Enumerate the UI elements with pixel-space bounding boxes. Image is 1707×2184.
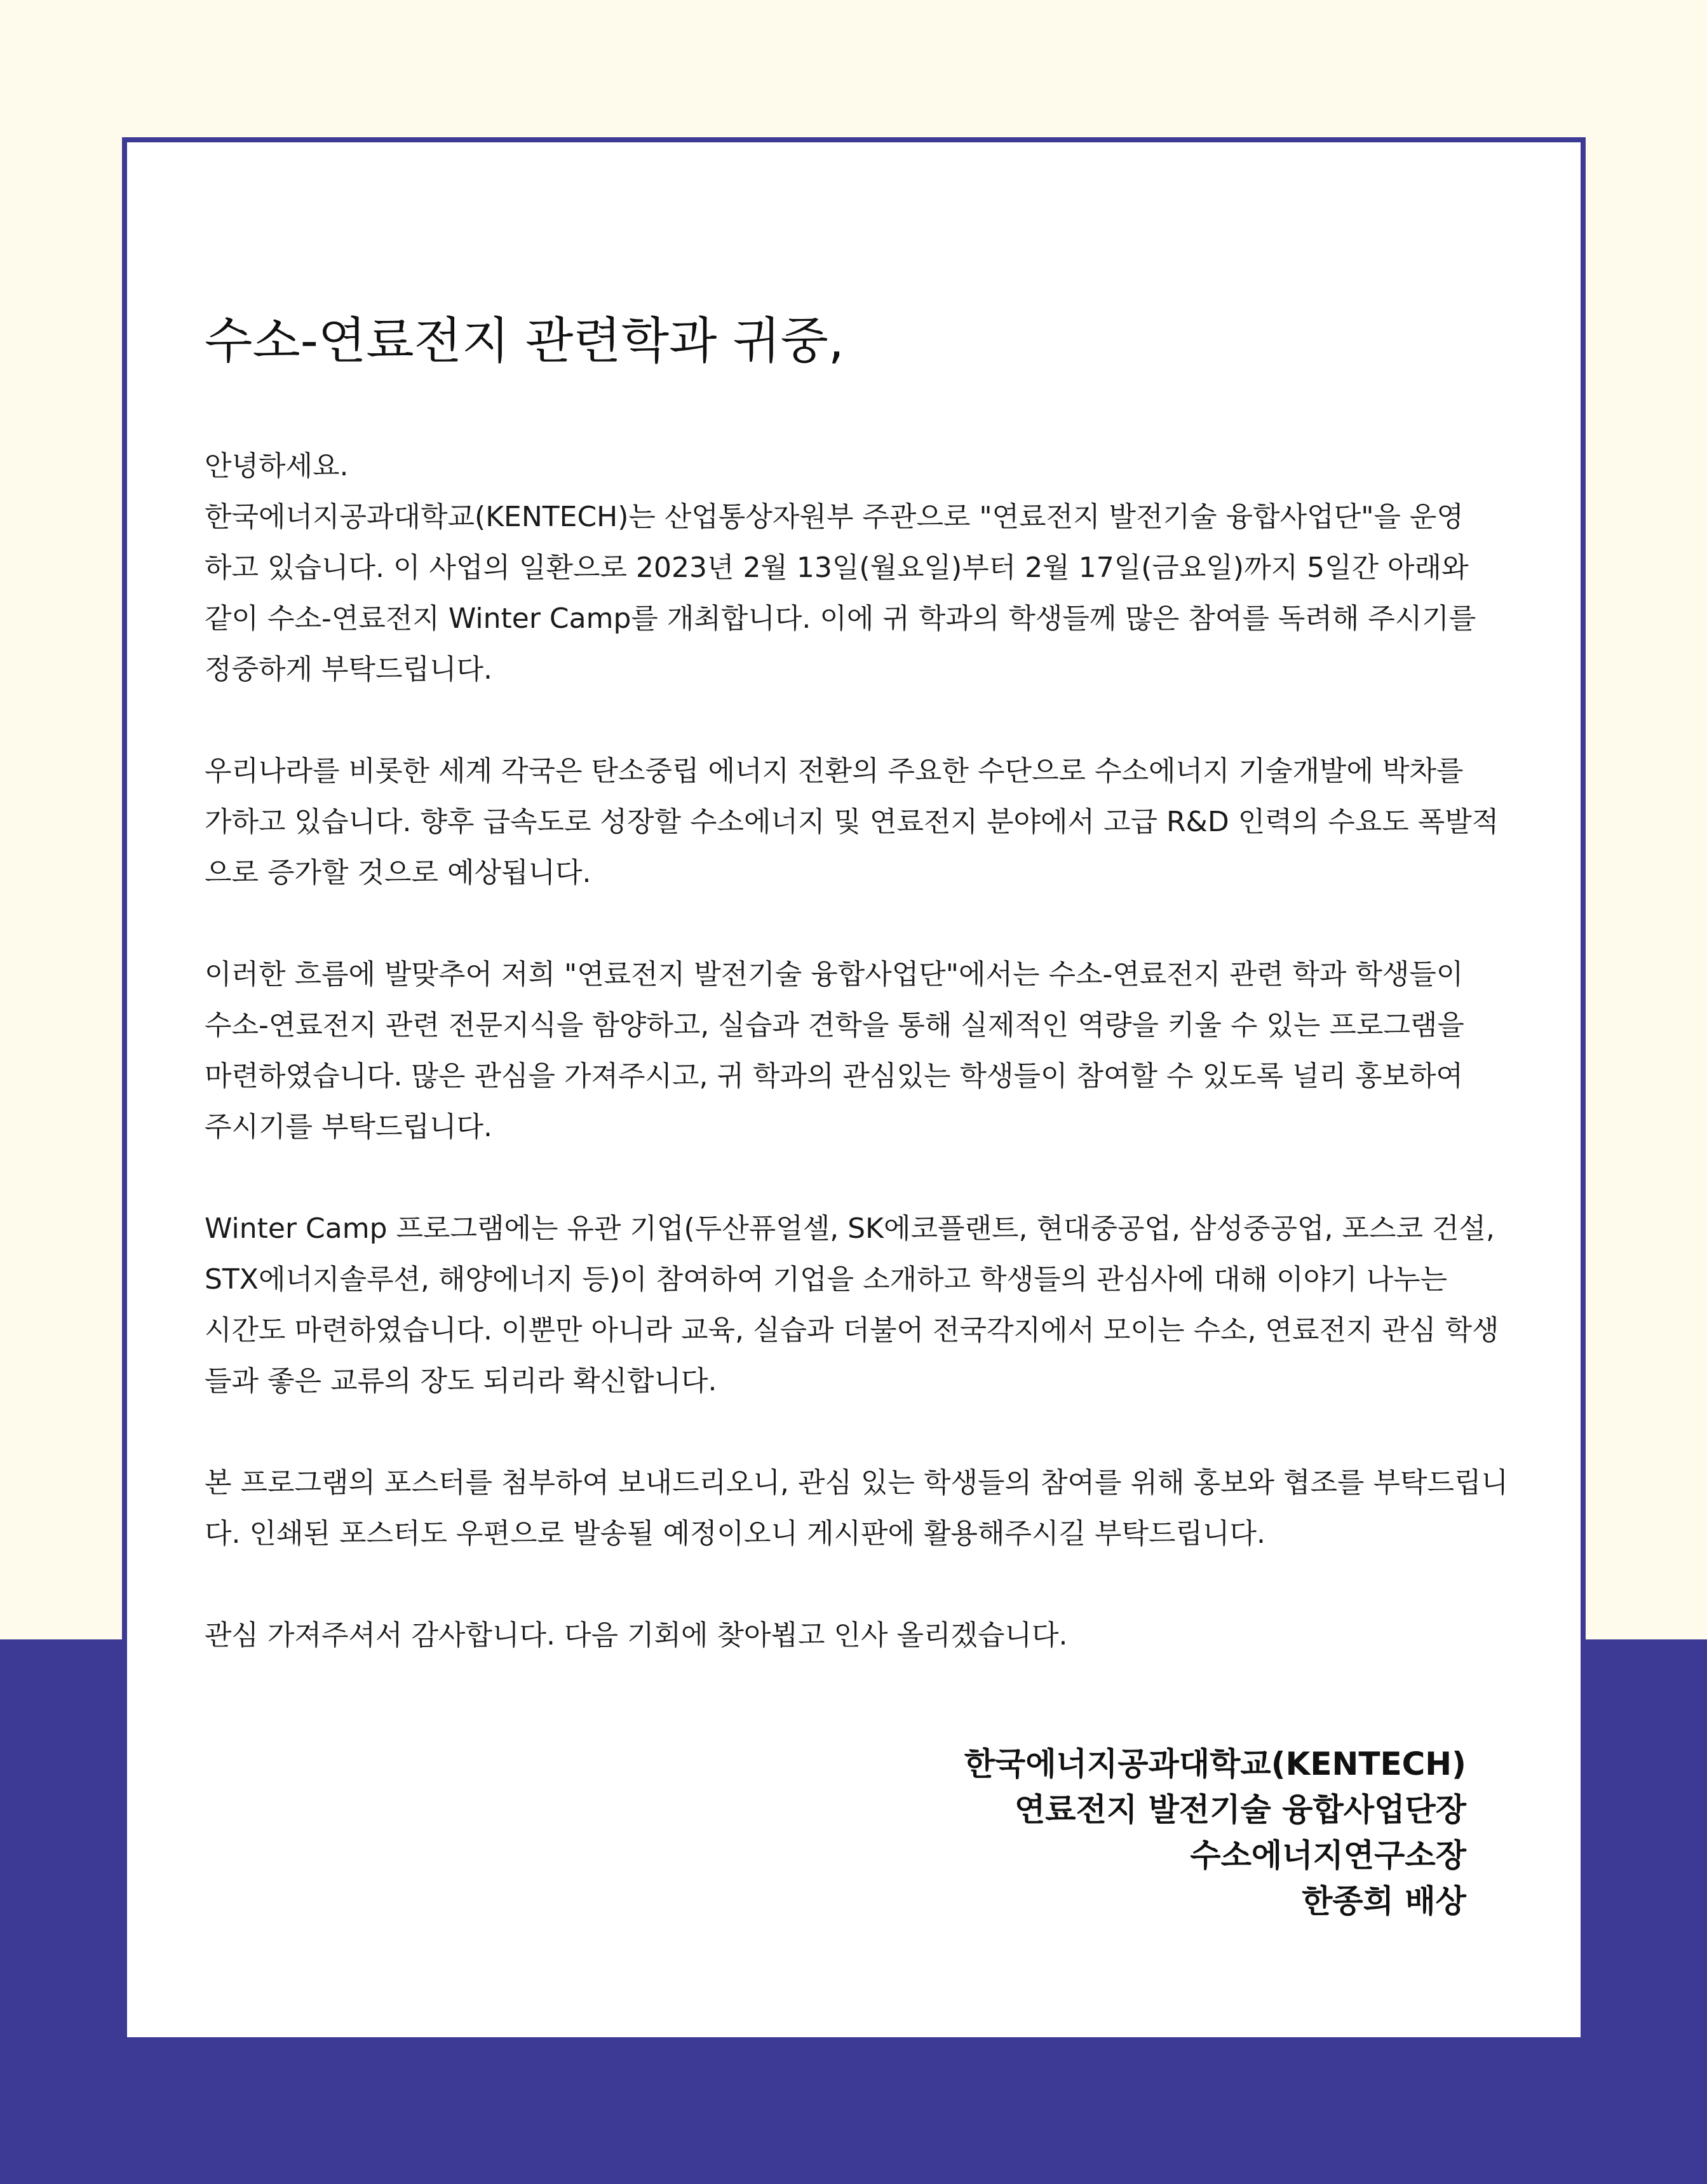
text-line: 하고 있습니다. 이 사업의 일환으로 2023년 2월 13일(월요일)부터 2월 17일(금요일)까지 5일간 아래와: [205, 552, 1469, 584]
paragraph-companies: [205, 1204, 1501, 1407]
paragraph-program: [205, 949, 1501, 1153]
paragraph-closing: [205, 1610, 1501, 1661]
text-line: 관심 가져주셔서 감사합니다. 다음 기회에 찾아뵙고 인사 올리겠습니다.: [205, 1619, 1068, 1652]
text-line: 한국에너지공과대학교(KENTECH)는 산업통상자원부 주관으로 "연료전지 발전기술 융합사업단"을 운영: [205, 501, 1464, 533]
text-line: 이러한 흐름에 발맞추어 저희 "연료전지 발전기술 융합사업단"에서는 수소-연료전지 관련 학과 학생들이: [205, 958, 1464, 991]
text-line: STX에너지솔루션, 해양에너지 등)이 참여하여 기업을 소개하고 학생들의 관심사에 대해 이야기 나누는: [205, 1263, 1448, 1296]
paragraph-background: [205, 746, 1501, 899]
text-line: 본 프로그램의 포스터를 첨부하여 보내드리오니, 관심 있는 학생들의 참여를 위해 홍보와 협조를 부탁드립니: [205, 1467, 1508, 1499]
signature-department: 연료전지 발전기술 융합사업단장: [1014, 1791, 1466, 1828]
text-line: 안녕하세요.: [205, 450, 349, 482]
letter-card: [122, 137, 1586, 2037]
text-line: 가하고 있습니다. 향후 급속도로 성장할 수소에너지 및 연료전지 분야에서 고급 R&D 인력의 수요도 폭발적: [205, 806, 1499, 838]
letter-body: [205, 441, 1508, 1661]
text-line: 수소-연료전지 관련 전문지식을 함양하고, 실습과 견학을 통해 실제적인 역량을 키울 수 있는 프로그램을: [205, 1009, 1464, 1041]
text-line: 시간도 마련하였습니다. 이뿐만 아니라 교육, 실습과 더불어 전국각지에서 모이는 수소, 연료전지 관심 학생: [205, 1314, 1499, 1346]
salutation: 수소-연료전지 관련학과 귀중,: [205, 313, 844, 370]
text-line: Winter Camp 프로그램에는 유관 기업(두산퓨얼셀, SK에코플랜트, 현대중공업, 삼성중공업, 포스코 건설,: [205, 1212, 1495, 1245]
signature-title: 수소에너지연구소장: [1190, 1837, 1466, 1874]
paragraph-poster: [205, 1458, 1508, 1559]
text-line: 정중하게 부탁드립니다.: [205, 653, 493, 686]
text-line: 으로 증가할 것으로 예상됩니다.: [205, 857, 591, 889]
text-line: 마련하였습니다. 많은 관심을 가져주시고, 귀 학과의 관심있는 학생들이 참여할 수 있도록 널리 홍보하여: [205, 1060, 1463, 1092]
signature-block: [964, 1741, 1466, 1924]
text-line: 같이 수소-연료전지 Winter Camp를 개최합니다. 이에 귀 학과의 학생들께 많은 참여를 독려해 주시기를: [205, 602, 1476, 635]
signature-institution: 한국에너지공과대학교(KENTECH): [964, 1746, 1466, 1782]
signature-name: 한종희 배상: [1302, 1883, 1466, 1920]
paragraph-greeting: [205, 441, 1501, 695]
text-line: 다. 인쇄된 포스터도 우편으로 발송될 예정이오니 게시판에 활용해주시길 부탁드립니다.: [205, 1517, 1266, 1550]
text-line: 우리나라를 비롯한 세계 각국은 탄소중립 에너지 전환의 주요한 수단으로 수소에너지 기술개발에 박차를: [205, 755, 1464, 787]
text-line: 주시기를 부탁드립니다.: [205, 1111, 493, 1143]
text-line: 들과 좋은 교류의 장도 되리라 확신합니다.: [205, 1365, 717, 1397]
